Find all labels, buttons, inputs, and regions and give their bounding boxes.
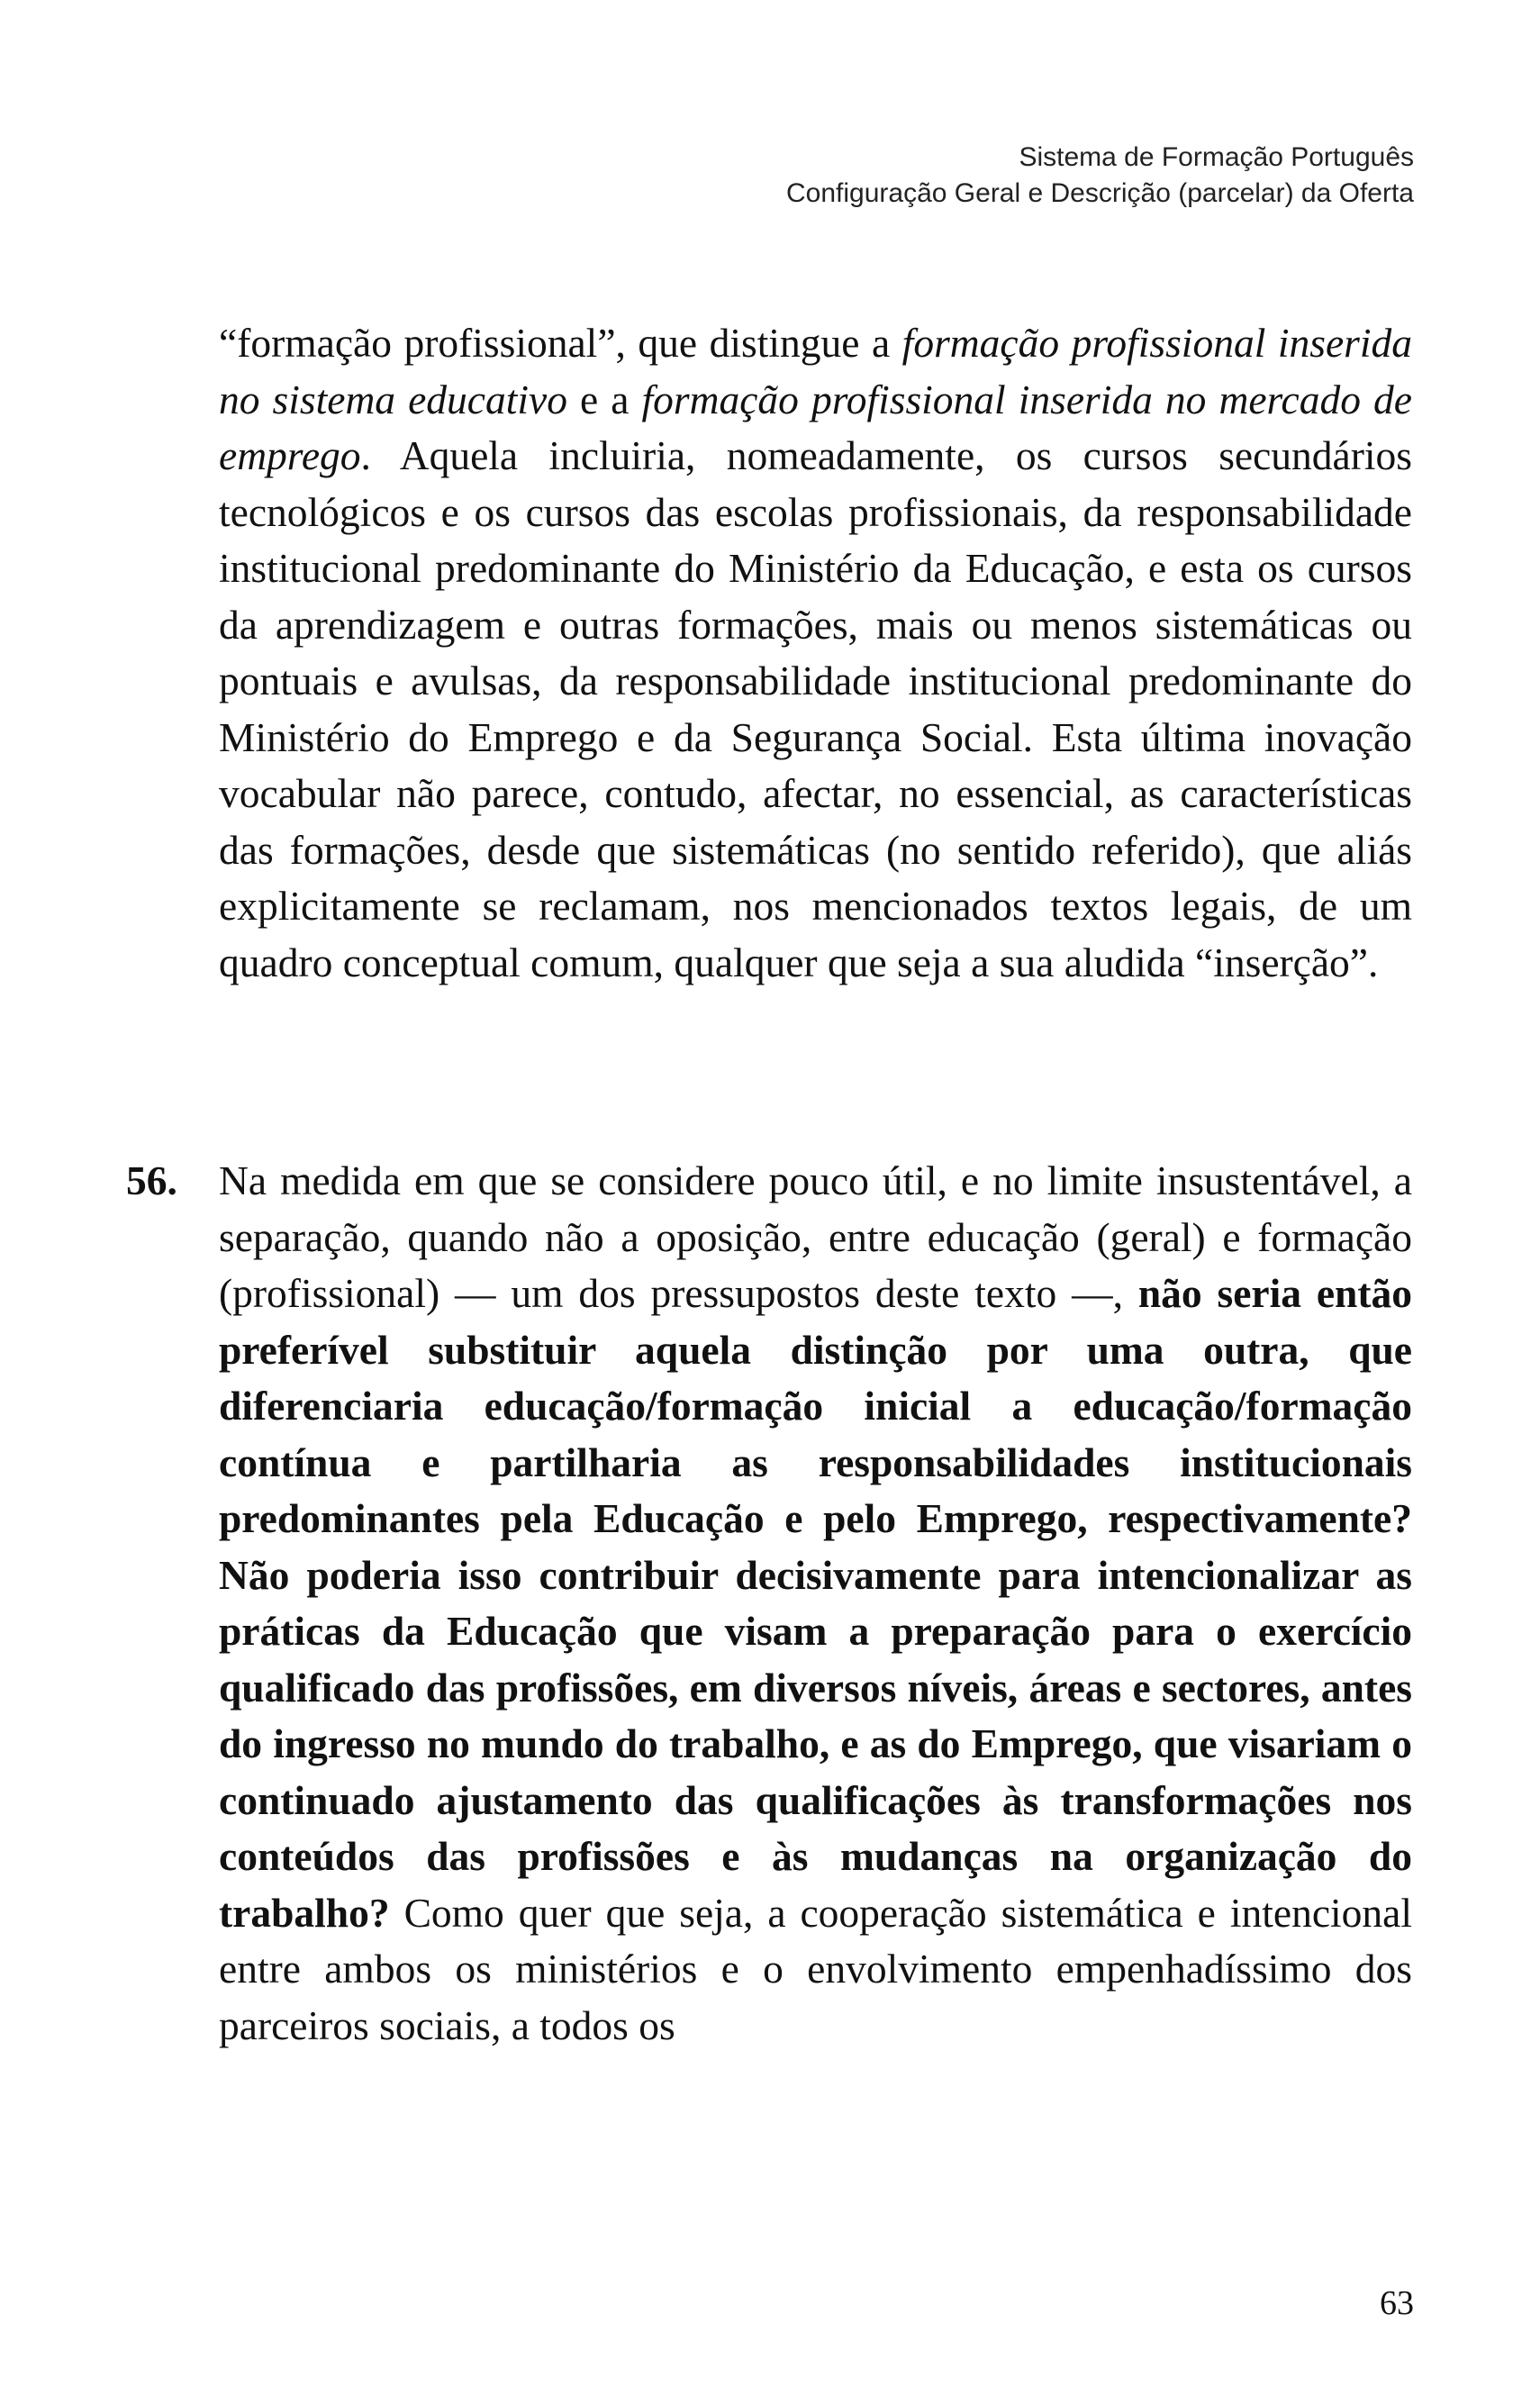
paragraph-text: Na medida em que se considere pouco útil, e no limite insustentável, a separação, quando não a oposição, entre educação (geral) e formação (profissional) — um dos pressupostos deste texto —, xyxy=(219,1157,1412,1316)
paragraph-text: Como quer que seja, a cooperação sistemática e intencional entre ambos os ministérios e o envolvimento empenhadíssimo dos parceiros sociais, a todos os xyxy=(219,1889,1412,2048)
running-header xyxy=(786,140,1414,212)
page-number: 63 xyxy=(1380,2284,1414,2322)
paragraph-number: 56. xyxy=(126,1157,177,1203)
paragraph-56 xyxy=(219,1153,1412,2054)
italic-term: formação profissional inserida no sistema educativo xyxy=(219,320,1412,422)
header-subtitle: Configuração Geral e Descrição (parcelar) da Oferta xyxy=(786,178,1414,208)
header-title: Sistema de Formação Português xyxy=(1019,142,1414,172)
paragraph-text: “formação profissional”, que distingue a xyxy=(219,320,902,366)
italic-term: formação profissional inserida no mercado de emprego xyxy=(219,376,1412,478)
paragraph-text: e a xyxy=(566,376,642,422)
bold-question: não seria então preferível substituir aquela distinção por uma outra, que diferenciaria educação/formação inicial a educação/formação contínua e partilharia as responsabilidades institucionais predominantes pela Educação e pelo Emprego, respectivamente? Não poderia isso contribuir decisivamente para intencionalizar as práticas da Educação que visam a preparação para o exercício qualificado das profissões, em diversos níveis, áreas e sectores, antes do ingresso no mundo do trabalho, e as do Emprego, que visariam o continuado ajustamento das qualificações às transformações nos conteúdos das profissões e às mudanças na organização do trabalho? xyxy=(219,1270,1412,1936)
paragraph-text: . Aquela incluiria, nomeadamente, os cursos secundários tecnológicos e os cursos das escolas profissionais, da responsabilidade institucional predominante do Ministério da Educação, e esta os cursos da aprendizagem e outras formações, mais ou menos sistemáticas ou pontuais e avulsas, da responsabilidade institucional predominante do Ministério do Emprego e da Segurança Social. Esta última inovação vocabular não parece, contudo, afectar, no essencial, as características das formações, desde que sistemáticas (no sentido referido), que aliás explicitamente se reclamam, nos mencionados textos legais, de um quadro conceptual comum, qualquer que seja a sua aludida “inserção”. xyxy=(219,432,1412,985)
paragraph-continuation xyxy=(219,315,1412,991)
